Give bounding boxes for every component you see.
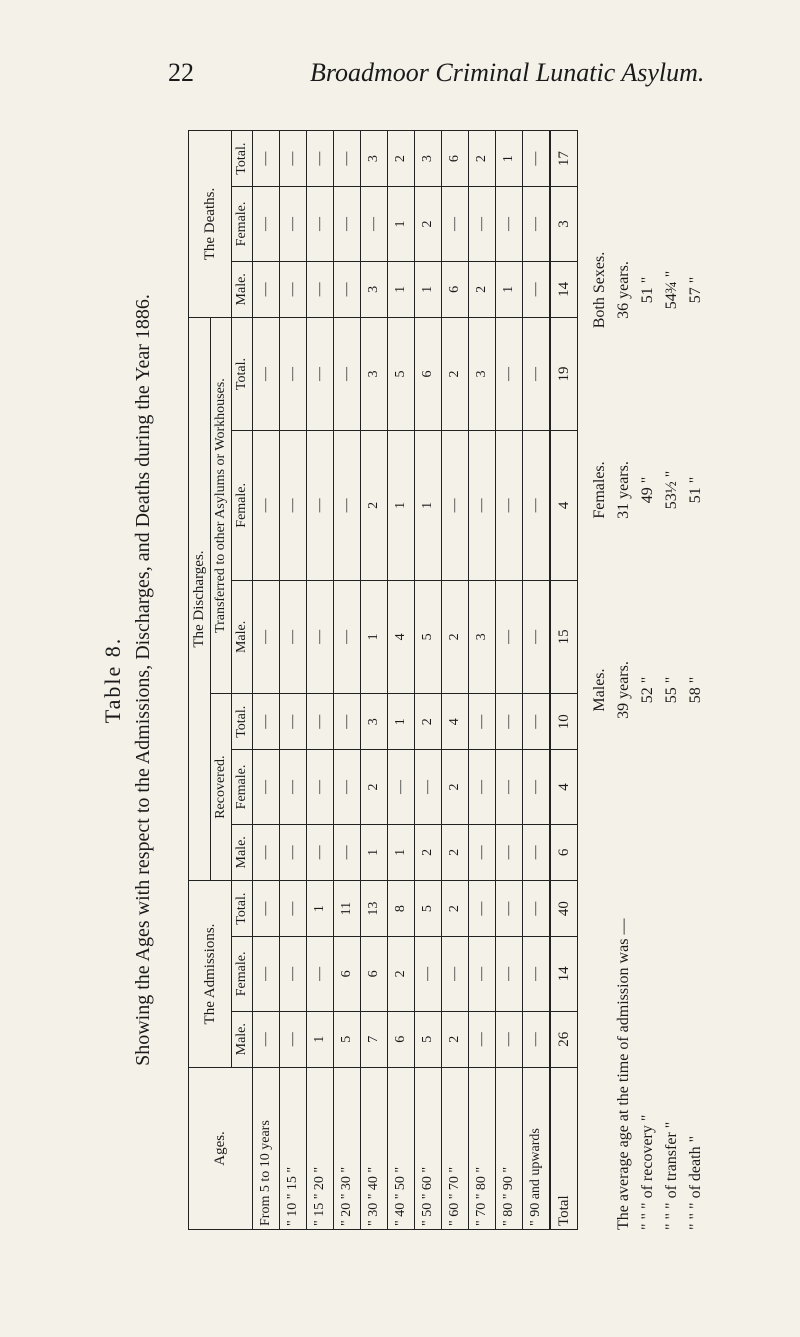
table-cell: — <box>334 318 361 431</box>
deaths-header: The Deaths. <box>189 131 232 318</box>
age-label: " 80 " 90 " <box>496 1067 523 1229</box>
table-cell: 5 <box>334 1011 361 1067</box>
table-cell: — <box>280 131 307 187</box>
table-cell: 1 <box>307 1011 334 1067</box>
table-cell: — <box>496 750 523 824</box>
table-cell: 1 <box>415 431 442 581</box>
table-cell: — <box>496 881 523 937</box>
total-cell: 26 <box>550 1011 578 1067</box>
table-cell: 2 <box>415 824 442 880</box>
table-cell: 2 <box>469 261 496 317</box>
total-cell: 4 <box>550 750 578 824</box>
table-cell: — <box>523 131 551 187</box>
age-label: " 90 and upwards <box>523 1067 551 1229</box>
table-cell: — <box>469 431 496 581</box>
average-label: " " " of death " <box>687 1135 704 1230</box>
table-cell: — <box>334 750 361 824</box>
total-cell: 17 <box>550 131 578 187</box>
table-cell: 2 <box>442 1011 469 1067</box>
average-males: 39 years. <box>615 661 632 719</box>
table-row <box>442 131 469 1230</box>
table-cell: — <box>307 261 334 317</box>
total-cell: 10 <box>550 694 578 750</box>
table-cell: — <box>469 694 496 750</box>
male-col-header: Male. <box>232 1011 253 1067</box>
table-cell: 11 <box>334 881 361 937</box>
average-row <box>612 130 636 1230</box>
page-header <box>0 58 800 98</box>
table-cell: — <box>307 580 334 694</box>
table-cell: — <box>334 824 361 880</box>
table-cell: 7 <box>361 1011 388 1067</box>
table-cell: 2 <box>388 131 415 187</box>
table-cell: — <box>280 187 307 261</box>
average-row <box>684 130 708 1230</box>
table-cell: — <box>523 750 551 824</box>
transferred-header: Transferred to other Asylums or Workhouses. <box>211 318 232 694</box>
table-cell: 5 <box>415 1011 442 1067</box>
ages-header: Ages. <box>189 1067 253 1229</box>
table-cell: 2 <box>415 187 442 261</box>
table-cell: — <box>280 1011 307 1067</box>
table-cell: — <box>253 580 280 694</box>
table-cell: 3 <box>361 694 388 750</box>
average-females: 49 " <box>639 476 656 504</box>
total-cell: 3 <box>550 187 578 261</box>
average-females: 31 years. <box>615 461 632 519</box>
table-cell: — <box>253 881 280 937</box>
table-cell: 6 <box>442 261 469 317</box>
table-cell: — <box>469 750 496 824</box>
table-cell: — <box>307 750 334 824</box>
table-cell: — <box>523 694 551 750</box>
age-label: " 50 " 60 " <box>415 1067 442 1229</box>
table-cell: 2 <box>442 881 469 937</box>
table-cell: — <box>334 580 361 694</box>
table-cell: — <box>415 937 442 1011</box>
table-cell: — <box>280 431 307 581</box>
table-row <box>469 131 496 1230</box>
table-cell: 2 <box>361 431 388 581</box>
table-cell: — <box>469 1011 496 1067</box>
table-cell: — <box>496 937 523 1011</box>
table-cell: — <box>334 261 361 317</box>
table-cell: 1 <box>388 431 415 581</box>
table-cell: 6 <box>442 131 469 187</box>
col-females: Females. <box>591 461 608 519</box>
table-cell: — <box>496 318 523 431</box>
table-cell: — <box>307 131 334 187</box>
age-label: " 10 " 15 " <box>280 1067 307 1229</box>
table-cell: 3 <box>361 318 388 431</box>
table-cell: 8 <box>388 881 415 937</box>
table-cell: 1 <box>496 261 523 317</box>
average-both: 51 " <box>639 276 656 304</box>
table-cell: — <box>280 261 307 317</box>
table-cell: — <box>253 431 280 581</box>
table-cell: — <box>469 187 496 261</box>
table-cell: — <box>280 881 307 937</box>
table-cell: — <box>307 824 334 880</box>
table-caption: Showing the Ages with respect to the Admissions, Discharges, and Deaths during the Year 1886. <box>132 294 154 1066</box>
table-cell: — <box>334 694 361 750</box>
average-females: 53½ " <box>663 470 680 510</box>
table-row <box>523 131 551 1230</box>
total-cell: 14 <box>550 937 578 1011</box>
table-cell: 1 <box>388 261 415 317</box>
table-cell: 2 <box>442 750 469 824</box>
table-cell: — <box>469 937 496 1011</box>
table-row <box>334 131 361 1230</box>
table-cell: — <box>334 431 361 581</box>
table-cell: — <box>334 131 361 187</box>
table-cell: 6 <box>334 937 361 1011</box>
table-cell: 1 <box>361 580 388 694</box>
average-both: 57 " <box>687 276 704 304</box>
table-cell: 2 <box>442 580 469 694</box>
table-cell: — <box>253 824 280 880</box>
averages-block <box>588 130 708 1230</box>
male-col-header: Male. <box>232 261 253 317</box>
average-label: " " " of transfer " <box>663 1121 680 1230</box>
running-head: Broadmoor Criminal Lunatic Asylum. <box>310 58 705 87</box>
total-label: Total <box>550 1067 578 1229</box>
table-cell: 6 <box>361 937 388 1011</box>
table-cell: 1 <box>361 824 388 880</box>
table-cell: — <box>334 187 361 261</box>
table-cell: 1 <box>307 881 334 937</box>
female-col-header: Female. <box>232 937 253 1011</box>
table-cell: — <box>442 937 469 1011</box>
table-cell: — <box>280 824 307 880</box>
col-males: Males. <box>591 668 608 712</box>
table-cell: 6 <box>415 318 442 431</box>
table-cell: — <box>523 824 551 880</box>
average-females: 51 " <box>687 476 704 504</box>
table-cell: 1 <box>496 131 523 187</box>
table-cell: — <box>253 318 280 431</box>
table-cell: — <box>253 131 280 187</box>
table-cell: — <box>253 261 280 317</box>
table-cell: — <box>523 261 551 317</box>
age-label: " 60 " 70 " <box>442 1067 469 1229</box>
table-cell: 3 <box>361 131 388 187</box>
table-cell: 3 <box>415 131 442 187</box>
male-col-header: Male. <box>232 824 253 880</box>
table-cell: — <box>496 1011 523 1067</box>
age-label: " 15 " 20 " <box>307 1067 334 1229</box>
table-cell: — <box>253 187 280 261</box>
table-cell: — <box>469 824 496 880</box>
total-row <box>550 131 578 1230</box>
average-row <box>636 130 660 1230</box>
averages-rows <box>612 130 708 1230</box>
table-cell: 1 <box>388 824 415 880</box>
table-cell: 3 <box>469 318 496 431</box>
average-row <box>660 130 684 1230</box>
table-cell: 4 <box>442 694 469 750</box>
table-cell: — <box>253 750 280 824</box>
table-cell: 2 <box>361 750 388 824</box>
table-cell: — <box>442 187 469 261</box>
table-cell: — <box>253 694 280 750</box>
table-row <box>496 131 523 1230</box>
table-label: Table 8. <box>100 636 125 724</box>
table-row <box>280 131 307 1230</box>
table-cell: 4 <box>388 580 415 694</box>
table-cell: — <box>523 187 551 261</box>
table-cell: 3 <box>469 580 496 694</box>
averages-header-row <box>588 130 612 1230</box>
table-cell: — <box>388 750 415 824</box>
table-cell: — <box>280 750 307 824</box>
total-col-header: Total. <box>232 131 253 187</box>
table-cell: — <box>523 937 551 1011</box>
total-col-header: Total. <box>232 694 253 750</box>
table-body <box>253 131 578 1230</box>
discharges-header: The Discharges. <box>189 318 211 881</box>
table-cell: — <box>442 431 469 581</box>
table-cell: 5 <box>388 318 415 431</box>
table-cell: — <box>307 937 334 1011</box>
table-cell: 1 <box>388 694 415 750</box>
table-cell: — <box>469 881 496 937</box>
table-cell: — <box>523 1011 551 1067</box>
table-cell: — <box>496 580 523 694</box>
table-cell: 5 <box>415 580 442 694</box>
table-cell: 2 <box>415 694 442 750</box>
total-cell: 4 <box>550 431 578 581</box>
recovered-header: Recovered. <box>211 694 232 881</box>
table-cell: 5 <box>415 881 442 937</box>
table-cell: — <box>280 937 307 1011</box>
average-males: 55 " <box>663 676 680 704</box>
table-cell: 1 <box>388 187 415 261</box>
table-cell: 1 <box>415 261 442 317</box>
table-cell: 2 <box>442 824 469 880</box>
table-cell: — <box>523 431 551 581</box>
age-label: From 5 to 10 years <box>253 1067 280 1229</box>
sub-header-row <box>232 131 253 1230</box>
table-row <box>415 131 442 1230</box>
table-cell: — <box>496 431 523 581</box>
table-cell: — <box>307 187 334 261</box>
table-cell: 2 <box>469 131 496 187</box>
female-col-header: Female. <box>232 431 253 581</box>
ages-table <box>188 130 578 1230</box>
total-cell: 40 <box>550 881 578 937</box>
male-col-header: Male. <box>232 580 253 694</box>
table-row <box>253 131 280 1230</box>
total-col-header: Total. <box>232 881 253 937</box>
table-cell: — <box>523 580 551 694</box>
table-cell: — <box>415 750 442 824</box>
table-cell: — <box>280 694 307 750</box>
page-number: 22 <box>168 58 194 87</box>
rotated-table-page <box>100 110 704 1250</box>
total-cell: 6 <box>550 824 578 880</box>
female-col-header: Female. <box>232 187 253 261</box>
table-cell: — <box>496 694 523 750</box>
total-cell: 19 <box>550 318 578 431</box>
age-label: " 70 " 80 " <box>469 1067 496 1229</box>
average-both: 54¾ " <box>663 270 680 310</box>
table-cell: — <box>280 580 307 694</box>
average-males: 52 " <box>639 676 656 704</box>
average-label: " " " of recovery " <box>639 1114 656 1230</box>
table-cell: — <box>496 824 523 880</box>
total-cell: 15 <box>550 580 578 694</box>
table-row <box>388 131 415 1230</box>
total-cell: 14 <box>550 261 578 317</box>
table-row <box>307 131 334 1230</box>
age-label: " 30 " 40 " <box>361 1067 388 1229</box>
age-label: " 40 " 50 " <box>388 1067 415 1229</box>
col-both: Both Sexes. <box>591 251 608 329</box>
age-label: " 20 " 30 " <box>334 1067 361 1229</box>
average-males: 58 " <box>687 676 704 704</box>
table-cell: 2 <box>442 318 469 431</box>
table-cell: — <box>253 1011 280 1067</box>
table-cell: — <box>253 937 280 1011</box>
table-cell: — <box>523 318 551 431</box>
table-cell: — <box>496 187 523 261</box>
female-col-header: Female. <box>232 750 253 824</box>
average-both: 36 years. <box>615 261 632 319</box>
table-cell: — <box>307 318 334 431</box>
table-cell: 2 <box>388 937 415 1011</box>
table-cell: — <box>361 187 388 261</box>
table-cell: 6 <box>388 1011 415 1067</box>
average-label: The average age at the time of admission was — <box>615 918 632 1230</box>
table-row <box>361 131 388 1230</box>
table-cell: — <box>280 318 307 431</box>
table-cell: 3 <box>361 261 388 317</box>
table-cell: — <box>523 881 551 937</box>
table-cell: — <box>307 431 334 581</box>
table-cell: — <box>307 694 334 750</box>
admissions-header: The Admissions. <box>189 881 232 1068</box>
table-cell: 13 <box>361 881 388 937</box>
total-col-header: Total. <box>232 318 253 431</box>
